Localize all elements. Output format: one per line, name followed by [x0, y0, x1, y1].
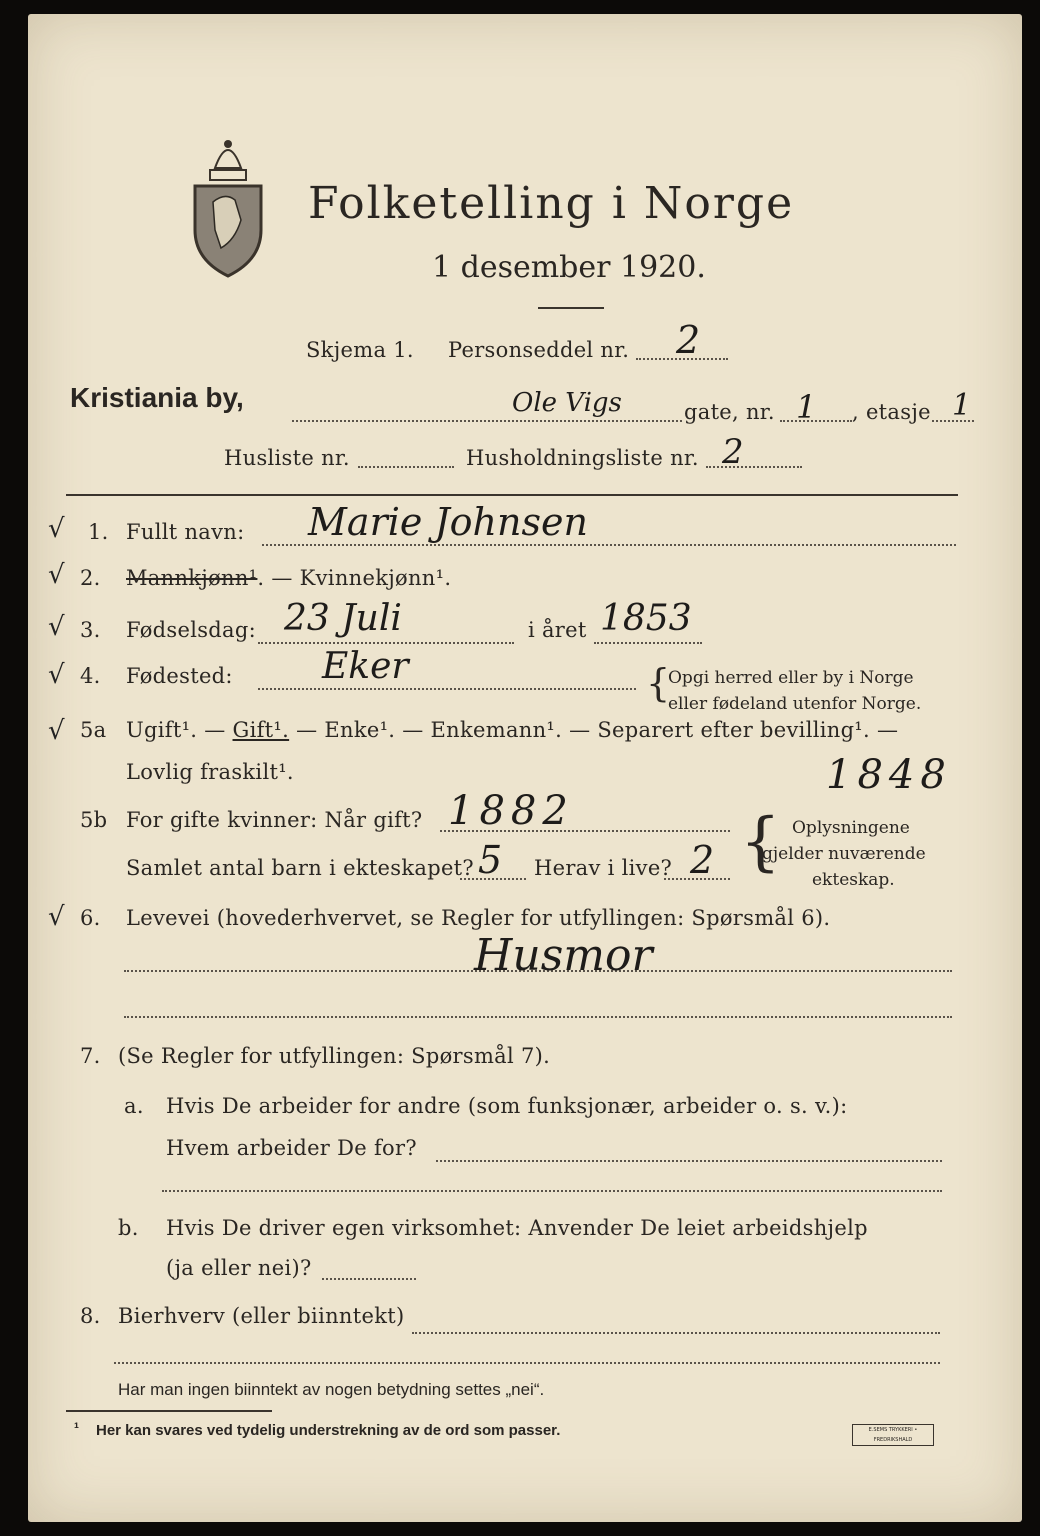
q3-label: Fødselsdag:	[126, 618, 256, 642]
q5a-gift: Gift¹.	[232, 718, 290, 742]
form-title: Folketelling i Norge	[308, 178, 795, 229]
city-label: Kristiania by,	[70, 382, 244, 413]
q1-field	[262, 544, 956, 546]
husholdning-field	[706, 466, 802, 468]
printer-stamp-text: E.SEMS TRYKKERI • FREDRIKSHALD	[868, 1427, 918, 1443]
checkmark-icon: √	[48, 514, 65, 544]
q6-field-line2	[124, 1016, 952, 1018]
q5a-line2: Lovlig fraskilt¹.	[126, 760, 294, 784]
q7b-question: (ja eller nei)?	[166, 1256, 312, 1280]
q4-note-line2: eller fødeland utenfor Norge.	[668, 694, 922, 714]
printer-stamp	[852, 1424, 934, 1446]
q3-value: 23 Juli	[284, 598, 402, 639]
q4-note-line1: Opgi herred eller by i Norge	[668, 668, 914, 688]
checkmark-icon: √	[48, 660, 65, 690]
q2-male: Mannkjønn¹	[126, 566, 258, 590]
q6-value: Husmor	[474, 930, 653, 981]
gate-label: gate, nr.	[684, 400, 775, 424]
q5b-brace: {	[740, 805, 781, 879]
q7b-number: b.	[118, 1216, 139, 1240]
q7-label: (Se Regler for utfyllingen: Spørsmål 7).	[118, 1044, 551, 1068]
checkmark-icon: √	[48, 902, 65, 932]
gate-nr-value: 1	[796, 388, 817, 426]
norwegian-coat-of-arms-icon	[185, 130, 271, 280]
q3-year-field	[594, 642, 702, 644]
q5a-ugift: Ugift¹. —	[126, 718, 233, 742]
q4-brace: {	[646, 661, 671, 705]
q7a-field-line2	[162, 1190, 942, 1192]
street-field	[292, 420, 682, 422]
q8-label: Bierhverv (eller biinntekt)	[118, 1304, 405, 1328]
q6-label: Levevei (hovederhvervet, se Regler for utfyllingen: Spørsmål 6).	[126, 906, 831, 930]
husholdning-value: 2	[722, 432, 744, 472]
footnote-text: Her kan svares ved tydelig understrekning av de ord som passer.	[96, 1422, 561, 1439]
q2-female: Kvinnekjønn¹.	[299, 566, 452, 590]
q5b-number: 5b	[80, 808, 108, 832]
q3-year-value: 1853	[600, 598, 692, 639]
q5b-gift-value: 1882	[448, 788, 574, 834]
q7b-field	[322, 1278, 416, 1280]
q5b-label: For gifte kvinner: Når gift?	[126, 808, 423, 832]
title-divider	[538, 307, 604, 309]
q5b-note-line3: ekteskap.	[812, 870, 895, 890]
husliste-label: Husliste nr.	[224, 446, 350, 470]
q7b-label: Hvis De driver egen virksomhet: Anvender De leiet arbeidshjelp	[166, 1216, 868, 1240]
q4-field	[258, 688, 636, 690]
q1-label: Fullt navn:	[126, 520, 245, 544]
q5b-live-value: 2	[690, 838, 715, 882]
q1-value: Marie Johnsen	[308, 500, 588, 544]
q5a-number: 5a	[80, 718, 107, 742]
q5b-barn-label: Samlet antal barn i ekteskapet?	[126, 856, 474, 880]
q5b-barn-value: 5	[478, 838, 503, 882]
census-date: 1 desember 1920.	[432, 250, 706, 285]
q5a-options	[126, 718, 898, 742]
personseddel-value: 2	[676, 318, 701, 362]
checkmark-icon: √	[48, 560, 65, 590]
q2-sep: . —	[257, 566, 300, 590]
q4-number: 4.	[80, 664, 101, 688]
q5a-hand-value: 1848	[826, 752, 952, 798]
footnote-mark: ¹	[74, 1420, 79, 1437]
q8-field-line2	[114, 1362, 940, 1364]
q7a-label: Hvis De arbeider for andre (som funksjonær, arbeider o. s. v.):	[166, 1094, 848, 1118]
q7a-question: Hvem arbeider De for?	[166, 1136, 417, 1160]
q7a-number: a.	[124, 1094, 144, 1118]
q5b-note-line2: gjelder nuværende	[762, 844, 926, 864]
q2-options	[126, 566, 451, 590]
street-value: Ole Vigs	[512, 388, 622, 418]
q8-number: 8.	[80, 1304, 101, 1328]
q5b-note-line1: Oplysningene	[792, 818, 910, 838]
footer-note: Har man ingen biinntekt av nogen betydning settes „nei“.	[118, 1380, 545, 1399]
q5a-rest: — Enke¹. — Enkemann¹. — Separert efter bevilling¹. —	[289, 718, 899, 742]
header-divider	[66, 494, 958, 496]
husliste-field	[358, 466, 454, 468]
q4-value: Eker	[322, 646, 409, 687]
q3-field	[258, 642, 514, 644]
q5b-live-label: Herav i live?	[534, 856, 673, 880]
q2-number: 2.	[80, 566, 101, 590]
q8-field-line1	[412, 1332, 940, 1334]
etasje-value: 1	[952, 388, 972, 423]
etasje-label: , etasje	[852, 400, 931, 424]
q3-year-label: i året	[528, 618, 587, 642]
q3-number: 3.	[80, 618, 101, 642]
skjema-label: Skjema 1.	[306, 338, 414, 362]
footer-divider	[66, 1410, 272, 1412]
q6-number: 6.	[80, 906, 101, 930]
checkmark-icon: √	[48, 716, 65, 746]
personseddel-label: Personseddel nr.	[448, 338, 630, 362]
husholdning-label: Husholdningsliste nr.	[466, 446, 699, 470]
q4-label: Fødested:	[126, 664, 233, 688]
q1-number: 1.	[88, 520, 109, 544]
q7a-field-line1	[436, 1160, 942, 1162]
q7-number: 7.	[80, 1044, 101, 1068]
checkmark-icon: √	[48, 612, 65, 642]
